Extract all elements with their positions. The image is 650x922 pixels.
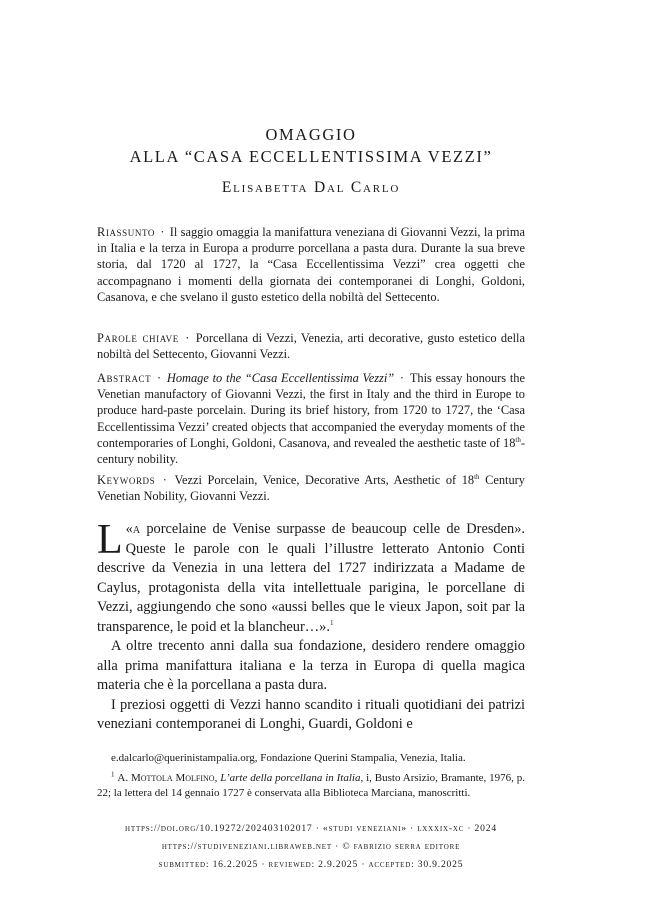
abstract-block bbox=[97, 370, 525, 467]
separator-dot: · bbox=[153, 371, 165, 385]
footnotes bbox=[97, 751, 525, 806]
footnote-1-number: 1 bbox=[111, 769, 115, 778]
riassunto-label: Riassunto bbox=[97, 225, 156, 239]
body-paragraph-2: A oltre trecento anni dalla sua fondazione, desidero rendere omaggio alla prima manifattura italiana e la terza in Europa di quella magica materia che è la porcellana a pasta dura. bbox=[97, 638, 525, 693]
parole-chiave-text: Porcellana di Vezzi, Venezia, arti decorative, gusto estetico della nobiltà del Settecento, Giovanni Vezzi. bbox=[97, 331, 526, 362]
riassunto-text: Il saggio omaggia la manifattura veneziana di Giovanni Vezzi, la prima in Italia e la terza in Europa a produrre porcellana a pasta dura. Durante la sua breve storia, dal 1720 al 1727, la “Casa Eccellentissima Vezzi” crea oggetti che accompagnano i momenti della giornata dei contemporanei di Longhi, Goldoni, Casanova, e che svelano il gusto estetico della nobiltà del Settecento. bbox=[97, 225, 525, 304]
parole-chiave-label: Parole chiave bbox=[97, 331, 179, 345]
separator-dot: · bbox=[157, 225, 168, 239]
body-paragraph-1 bbox=[97, 517, 525, 637]
riassunto-block bbox=[97, 224, 525, 305]
separator-dot: · bbox=[396, 371, 408, 385]
abstract-label: Abstract bbox=[97, 371, 152, 385]
separator-dot: · bbox=[157, 473, 173, 487]
abstract-text: This essay honours the Venetian manufactory of Giovanni Vezzi, the first in Italy and the third in Europe to produce hard-paste porcelain. During its brief history, from 1720 to 1727, the ‘Casa Eccellentissima Vezzi’ created objects that accompanied the everyday moments of the contemporaries of Longhi, Goldoni, Casanova, and revealed the aesthetic taste of 18 bbox=[97, 371, 525, 450]
paragraph-1-text: porcelaine de Venise surpasse de beaucoup celle de Dresden». Queste le parole con le quali l’illustre letterato Antonio Conti descrive da Venezia in una lettera del 1727 indirizzata a Madame de Caylus, protagonista della vita intellettuale parigina, le porcellane di Vezzi, aggiungendo che sono «aussi belles que le vieux Japon, soit par la transparence, le poid et la blancheur…». bbox=[97, 521, 525, 635]
dropcap-continuation: a bbox=[132, 521, 141, 537]
footnote-1 bbox=[97, 771, 525, 802]
article-title bbox=[97, 124, 525, 168]
keywords-block bbox=[97, 472, 525, 504]
author-affiliation: e.dalcarlo@querinistampalia.org, Fondazione Querini Stampalia, Venezia, Italia. bbox=[111, 752, 466, 764]
keywords-text: Vezzi Porcelain, Venice, Decorative Arts, Aesthetic of 18 bbox=[174, 473, 475, 487]
abstract-text-end: -century nobility. bbox=[97, 435, 525, 467]
footnote-1-title: L’arte della porcellana in Italia bbox=[220, 771, 361, 784]
keywords-text-end: Century Venetian Nobility, Giovanni Vezzi. bbox=[97, 473, 525, 504]
page-footer bbox=[97, 820, 525, 874]
footer-dates-line: submitted: 16.2.2025 · reviewed: 2.9.2025 · accepted: 30.9.2025 bbox=[158, 859, 464, 870]
opening-guillemet: « bbox=[125, 521, 133, 537]
keywords-ordinal-sup: th bbox=[474, 472, 480, 481]
footnote-ref-1[interactable]: 1 bbox=[329, 618, 334, 627]
footnote-1-rest: , i, Busto Arsizio, Bramante, 1976, p. 22; la lettera del 14 gennaio 1727 è conservata alla Biblioteca Marciana, manoscritti. bbox=[97, 771, 526, 799]
drop-cap: L bbox=[97, 517, 123, 563]
title-line-1: OMAGGIO bbox=[265, 125, 357, 144]
abstract-title: Homage to the “Casa Eccellentissima Vezzi” bbox=[166, 371, 395, 385]
keywords-label: Keywords bbox=[97, 473, 156, 487]
title-line-2: ALLA “CASA ECCELLENTISSIMA VEZZI” bbox=[129, 147, 493, 166]
abstract-ordinal-sup: th bbox=[515, 435, 521, 444]
author-name: Elisabetta Dal Carlo bbox=[221, 179, 401, 196]
parole-chiave-block bbox=[97, 330, 525, 362]
footnote-1-author: A. Mottola Molfino, bbox=[117, 771, 218, 784]
footer-website-line[interactable]: https://studiveneziani.libraweb.net · © fabrizio serra editore bbox=[161, 841, 461, 852]
article-body bbox=[97, 517, 525, 735]
separator-dot: · bbox=[180, 331, 194, 345]
footer-doi-line[interactable]: https://doi.org/10.19272/202403102017 · «studi veneziani» · lxxxix-xc · 2024 bbox=[125, 823, 497, 834]
body-paragraph-3: I preziosi oggetti di Vezzi hanno scandito i rituali quotidiani dei patrizi veneziani contemporanei di Longhi, Guardi, Goldoni e bbox=[97, 696, 525, 732]
